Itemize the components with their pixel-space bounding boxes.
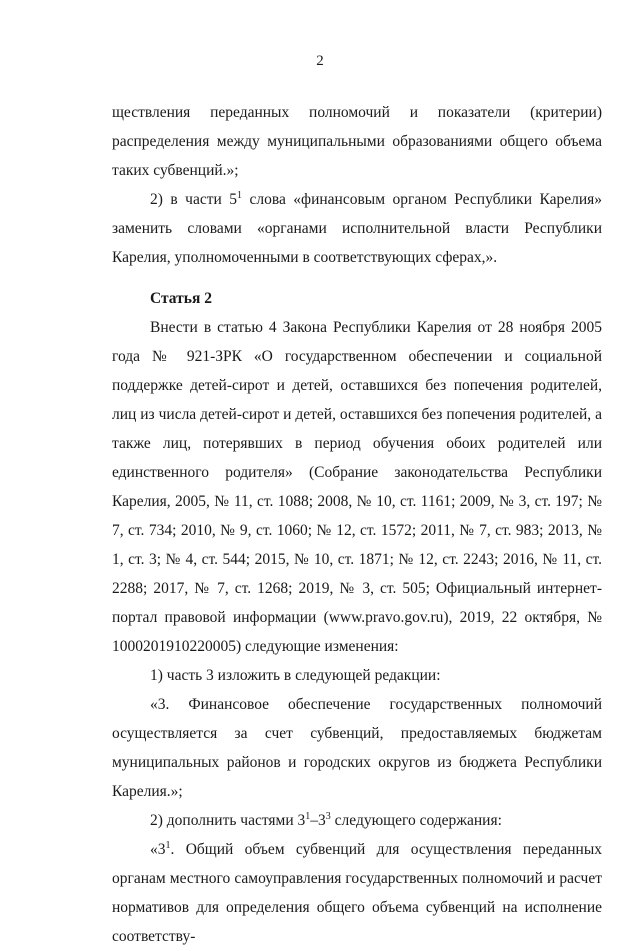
superscript: 1 <box>237 190 242 201</box>
article-heading: Статья 2 <box>150 290 212 307</box>
paragraph-item-2 <box>112 806 602 835</box>
paragraph-part-3-text: «3. Финансовое обеспечение государственных полномочий осуществляется за счет субвенций, предоставляемых бюджетам муниципальных районов и городских округов из бюджета Республики Карелия.»; <box>112 696 602 800</box>
superscript: 1 <box>305 811 311 822</box>
paragraph-amendment-2 <box>112 185 602 272</box>
item-2-dash: –3 <box>310 812 326 829</box>
superscript: 1 <box>165 840 171 851</box>
item-2-text-start: 2) дополнить частями 3 <box>150 812 306 829</box>
amendment-2-text-start: 2) в части 5 <box>150 191 237 208</box>
part-3-1-text-end: . Общий объем субвенций для осуществления переданных органам местного самоуправления государственных полномочий и расчет нормативов для определения общего объема субвенций на исполнение соответству- <box>112 841 602 945</box>
page-number: 2 <box>316 53 324 69</box>
part-3-1-text-start: «3 <box>150 841 166 858</box>
item-2-text-end: следующего содержания: <box>330 812 502 829</box>
paragraph-item-1: 1) часть 3 изложить в следующей редакции: <box>150 667 441 684</box>
paragraph-part-3-1-text <box>112 835 602 951</box>
document-body <box>112 98 602 951</box>
paragraph-continuation: ществления переданных полномочий и показатели (критерии) распределения между муниципальными образованиями общего объема таких субвенций.»; <box>112 104 602 179</box>
paragraph-article-intro: Внести в статью 4 Закона Республики Карелия от 28 ноября 2005 года № 921-ЗРК «О государственном обеспечении и социальной поддержке детей-сирот и детей, оставшихся без попечения родителей, лиц из числа детей-сирот и детей, оставшихся без попечения родителей, а также лиц, потерявших в период обучения обоих родителей или единственного родителя» (Собрание законодательства Республики Карелия, 2005, № 11, ст. 1088; 2008, № 10, ст. 1161; 2009, № 3, ст. 197; № 7, ст. 734; 2010, № 9, ст. 1060; № 12, ст. 1572; 2011, № 7, ст. 983; 2013, № 1, ст. 3; № 4, ст. 544; 2015, № 10, ст. 1871; № 12, ст. 2243; 2016, № 11, ст. 2288; 2017, № 7, ст. 1268; 2019, № 3, ст. 505; Официальный интернет-портал правовой информации (www.pravo.gov.ru), 2019, 22 октября, № 1000201910220005) следующие изменения: <box>112 319 602 655</box>
amendment-2-text-end: слова «финансовым органом Республики Карелия» заменить словами «органами исполнительной власти Республики Карелия, уполномоченными в соответствующих сферах,». <box>112 191 602 266</box>
superscript: 3 <box>325 811 331 822</box>
